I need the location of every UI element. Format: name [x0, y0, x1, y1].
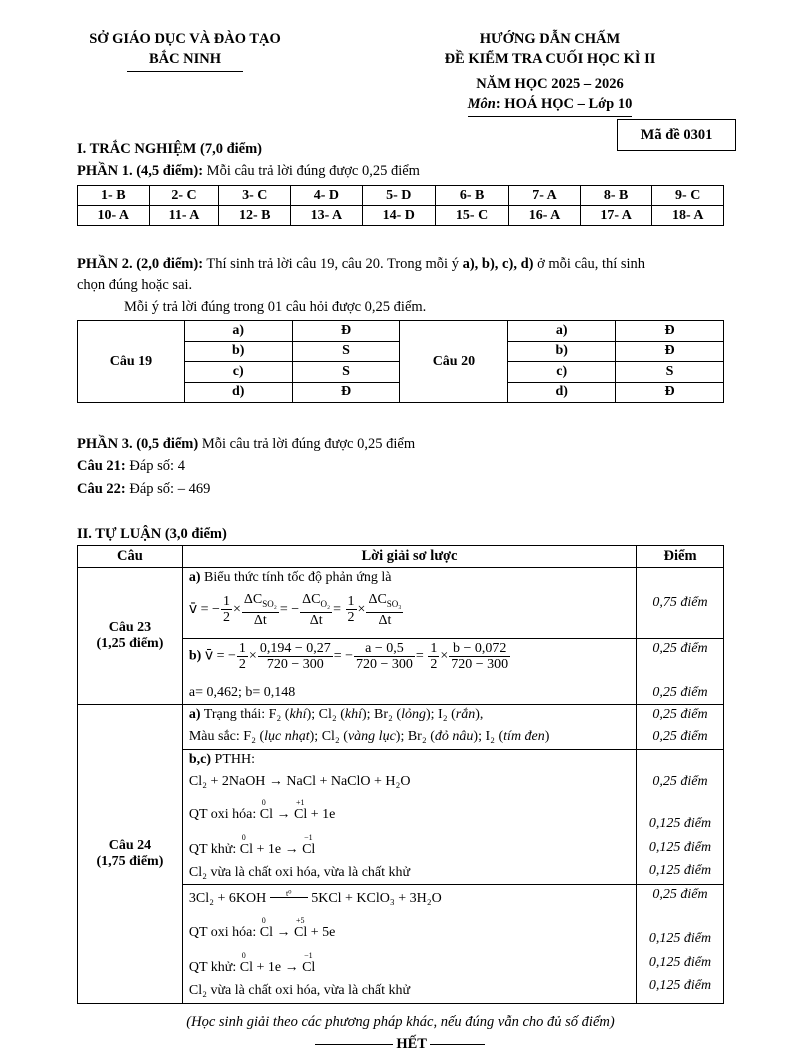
- q20-cell: b): [508, 341, 616, 362]
- halogen-text: ); Br₂ (: [395, 729, 435, 744]
- halogen-text: khí: [344, 707, 362, 722]
- q23-label-cell: Câu 23 (1,25 điểm): [78, 568, 183, 705]
- reduction-process-1: QT khử: Cl 0 + 1e → Cl −1: [188, 833, 316, 857]
- q23b-cell: [182, 639, 636, 705]
- halogen-text: ); Cl₂ (: [306, 707, 345, 722]
- halogen-text: F₂ (: [268, 707, 290, 722]
- halogen-text: tím đen: [503, 729, 545, 744]
- halogen-text: ); Cl₂ (: [309, 729, 348, 744]
- halogen-text: đỏ nâu: [434, 729, 474, 744]
- end-marker: HẾT: [300, 1036, 500, 1053]
- calc-expression: b) v̄ = − $\frac{1}{2}$ × $\frac{0,194 - 0,27}{720 - 300}$ = − $\frac{a - 0,5}{720 - 300}$ = $\frac{1}{2}$ × $\frac{b - 0,072}{720 - 300}$: [188, 641, 509, 672]
- col-solution-header: Lời giải sơ lược: [182, 546, 636, 568]
- q23a-cell: a) Biểu thức tính tốc độ phản ứng là v̄ = − $\frac{1}{2}$ × $\frac{\Delta C_{SO_2}}{\Delta t}$ = − $\frac{\Delta C_{O_2}}{\Delta t}$ = $\frac{1}{2}$ × $\frac{\Delta C_{SO_3}}{\Delta t}$: [182, 568, 636, 639]
- mcq-answer-cell: 4- D: [291, 186, 363, 206]
- section2-title: II. TỰ LUẬN (3,0 điểm): [77, 526, 227, 542]
- halogen-text: ); Br₂ (: [362, 707, 402, 722]
- q24a-cell: [182, 705, 636, 750]
- q20-cell: c): [508, 362, 616, 383]
- halogen-text: ); I₂ (: [426, 707, 456, 722]
- dept-name: SỞ GIÁO DỤC VÀ ĐÀO TẠO: [89, 31, 281, 47]
- q19-cell: a): [184, 321, 292, 342]
- province-name: BẮC NINH: [60, 51, 310, 68]
- rate-expression: v̄ = − $\frac{1}{2}$ × $\frac{\Delta C_{SO_2}}{\Delta t}$ = − $\frac{\Delta C_{O_2}}{\Delta t}$ = $\frac{1}{2}$ × $\frac{\Delta C_{SO_3}}{\Delta t}$: [188, 592, 402, 628]
- mcq-answer-cell: 9- C: [652, 186, 724, 206]
- q24bc-points: 0,25 điểm 0,125 điểm 0,125 điểm 0,125 điểm: [637, 750, 724, 885]
- halogen-text: ): [544, 729, 550, 744]
- exam-code-box: Mã đề 0301: [617, 119, 736, 151]
- halogen-colors: Màu sắc: F₂ (lục nhạt); Cl₂ (vàng lục); Br₂ (đỏ nâu); I₂ (tím đen): [188, 729, 550, 744]
- halogen-text: lỏng: [401, 707, 426, 722]
- mcq-answer-cell: 15- C: [435, 206, 508, 226]
- part3-heading: PHẦN 3. (0,5 điểm) Mỗi câu trả lời đúng được 0,25 điểm: [77, 436, 416, 452]
- part2-heading-line2: chọn đúng hoặc sai.: [77, 277, 193, 293]
- col-question-header: Câu: [78, 546, 183, 568]
- q19-cell: c): [184, 362, 292, 383]
- exam-title: ĐỀ KIỂM TRA CUỐI HỌC KÌ II: [444, 51, 656, 67]
- q24bc2-points: 0,25 điểm 0,125 điểm 0,125 điểm 0,125 điểm: [637, 885, 724, 1004]
- mcq-answer-cell: 13- A: [291, 206, 363, 226]
- q21-answer: Câu 21: Đáp số: 4: [77, 458, 185, 474]
- q19-cell: b): [184, 341, 292, 362]
- mcq-answer-cell: 11- A: [149, 206, 219, 226]
- q23b-points: 0,25 điểm 0,25 điểm: [637, 639, 724, 705]
- col-points-header: Điểm: [637, 546, 724, 568]
- halogen-text: ),: [475, 707, 484, 722]
- q24bc-cell: b,c) PTHH: Cl₂ + 2NaOH → NaCl + NaClO + H₂O QT oxi hóa: Cl 0 → Cl +1 + 1e QT khử: Cl 0 + 1e → Cl −1 Cl₂ vừa là chất oxi hóa, vừa là chất khử: [182, 750, 636, 885]
- mcq-answer-cell: 17- A: [580, 206, 652, 226]
- q24-label-cell: Câu 24 (1,75 điểm): [78, 705, 183, 1004]
- q20-label: Câu 20: [400, 321, 508, 403]
- essay-table: [77, 545, 724, 1004]
- oxidation-process-2: QT oxi hóa: Cl 0 → Cl +5 + 5e: [188, 916, 336, 940]
- mcq-answer-cell: 1- B: [78, 186, 150, 206]
- q24a-points: 0,25 điểm 0,25 điểm: [637, 705, 724, 750]
- footnote: (Học sinh giải theo các phương pháp khác, nếu đúng vẫn cho đủ số điểm): [186, 1014, 615, 1030]
- q22-answer: Câu 22: Đáp số: – 469: [77, 481, 211, 497]
- mcq-answer-cell: 16- A: [509, 206, 581, 226]
- q19-cell: S: [292, 362, 400, 383]
- q20-cell: S: [616, 362, 724, 383]
- q20-cell: Đ: [616, 341, 724, 362]
- q24bc2-cell: [182, 885, 636, 1004]
- mcq-answer-cell: 6- B: [435, 186, 508, 206]
- mcq-answer-cell: 10- A: [78, 206, 150, 226]
- q23a-points: 0,75 điểm: [637, 568, 724, 639]
- halogen-text: lục nhạt: [264, 729, 310, 744]
- halogen-text: F₂ (: [243, 729, 265, 744]
- mcq-answer-cell: 12- B: [219, 206, 291, 226]
- part1-heading: PHẦN 1. (4,5 điểm): Mỗi câu trả lời đúng được 0,25 điểm: [77, 163, 420, 179]
- q20-cell: Đ: [616, 321, 724, 342]
- section1-title: I. TRẮC NGHIỆM (7,0 điểm): [77, 141, 263, 157]
- mcq-answer-cell: 8- B: [580, 186, 652, 206]
- halogen-text: khí: [289, 707, 307, 722]
- true-false-table: [77, 320, 724, 403]
- equation-koh: 3Cl₂ + 6KOH t⁰ 5KCl + KClO₃ + 3H₂O: [188, 889, 442, 906]
- conclusion-2: Cl₂ vừa là chất oxi hóa, vừa là chất khử: [188, 983, 411, 998]
- school-year: NĂM HỌC 2025 – 2026: [476, 76, 624, 92]
- q23b-result: a= 0,462; b= 0,148: [188, 685, 296, 700]
- mcq-answer-cell: 14- D: [362, 206, 435, 226]
- part2-heading: PHẦN 2. (2,0 điểm): Thí sinh trả lời câu 19, câu 20. Trong mỗi ý a), b), c), d) ở mỗi câu, thí sinh: [77, 256, 646, 272]
- q20-cell: d): [508, 382, 616, 403]
- halogen-states: a) Trạng thái: F₂ (khí); Cl₂ (khí); Br₂ (lỏng); I₂ (rắn),: [188, 707, 484, 722]
- oxidation-process-1: QT oxi hóa: Cl 0 → Cl +1 + 1e: [188, 798, 336, 822]
- q19-cell: Đ: [292, 321, 400, 342]
- mcq-answer-table: [77, 185, 724, 226]
- halogen-text: ); I₂ (: [473, 729, 504, 744]
- mcq-answer-cell: 3- C: [219, 186, 291, 206]
- q19-label: Câu 19: [78, 321, 185, 403]
- mcq-answer-cell: 2- C: [149, 186, 219, 206]
- mcq-answer-cell: 18- A: [652, 206, 724, 226]
- part2-note: Mỗi ý trả lời đúng trong 01 câu hỏi được 0,25 điểm.: [124, 299, 427, 315]
- conclusion-1: Cl₂ vừa là chất oxi hóa, vừa là chất khử: [188, 865, 411, 880]
- equation-naoh: Cl₂ + 2NaOH → NaCl + NaClO + H₂O: [188, 774, 411, 789]
- mcq-answer-cell: 7- A: [509, 186, 581, 206]
- q19-cell: S: [292, 341, 400, 362]
- halogen-text: vàng lục: [347, 729, 396, 744]
- q19-cell: Đ: [292, 382, 400, 403]
- halogen-text: rắn: [455, 707, 476, 722]
- mcq-answer-cell: 5- D: [362, 186, 435, 206]
- q19-cell: d): [184, 382, 292, 403]
- doc-title: HƯỚNG DẪN CHẤM: [479, 31, 621, 47]
- subject-line: Môn: HOÁ HỌC – Lớp 10: [400, 96, 700, 113]
- reduction-process-2: QT khử: Cl 0 + 1e → Cl −1: [188, 951, 316, 975]
- q20-cell: a): [508, 321, 616, 342]
- q20-cell: Đ: [616, 382, 724, 403]
